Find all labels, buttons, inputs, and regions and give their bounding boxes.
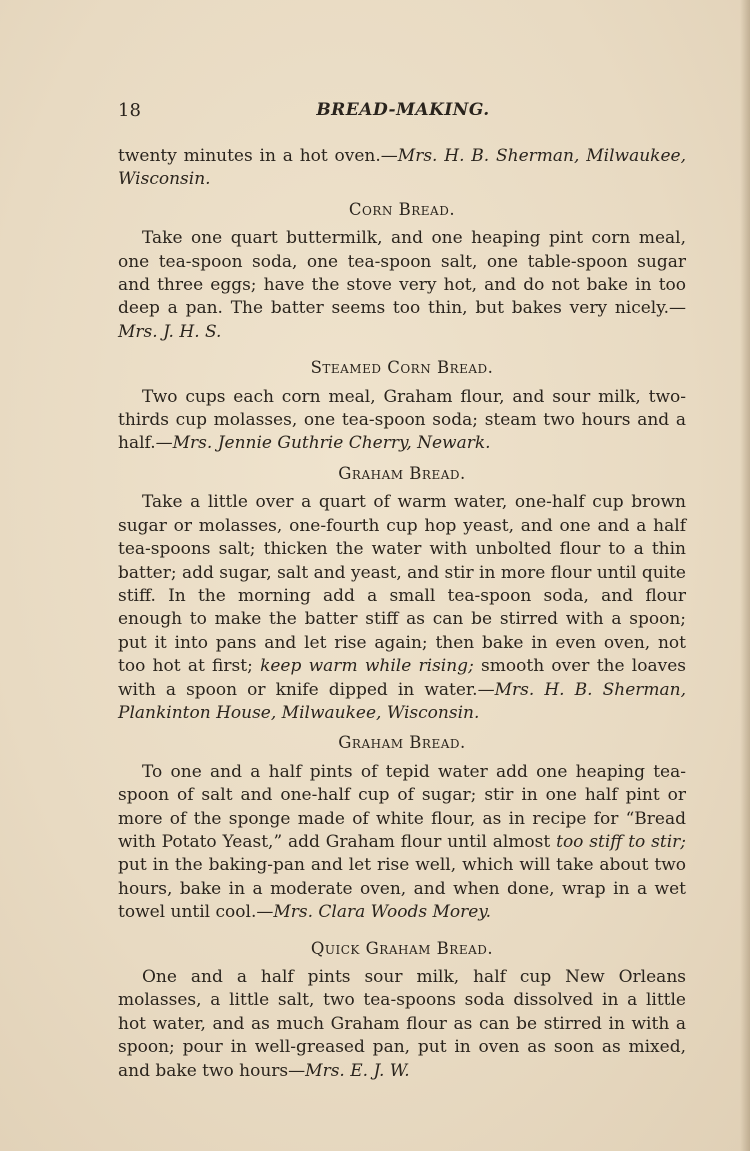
- running-head: BREAD-MAKING.: [316, 100, 490, 120]
- recipe-title: Graham Bread.: [338, 463, 466, 483]
- recipe-paragraph: [118, 966, 686, 1083]
- recipe-paragraph: [118, 386, 686, 456]
- page-header: [118, 100, 688, 128]
- paragraph-text: smooth over the loaves with a spoon or knife dipped in water.: [118, 656, 686, 700]
- paragraph-text: Take a little over a quart of warm water, one-half cup brown sugar or molasses, one-fourth cup hop yeast, and one and a half tea-spoons salt; thicken the water with unbolted flour to a thin batter; add sugar, salt and yeast, and stir in more flour until quite stiff. In the morning add a small tea-spoon soda, and flour enough to make the batter stiff as can be stirred with a spoon; put it into pans and let rise again; then bake in even oven, not too hot at first;: [118, 492, 686, 677]
- recipe-paragraph: [118, 227, 686, 344]
- attribution: —Mrs. H. B. Sherman, Plankinton House, Milwaukee, Wisconsin.: [118, 679, 687, 723]
- page-body: [118, 145, 686, 1083]
- paragraph-text: To one and a half pints of tepid water add one heaping tea-spoon of salt and one-half cup of sugar; stir in one half pint or more of the sponge made of white flour, as in recipe for “Bread with Potato Yeast,” add Graham flour until almost: [118, 761, 686, 852]
- paragraph-text: twenty minutes in a hot oven.: [118, 146, 381, 166]
- attribution: —Mrs. Clara Woods Morey.: [256, 902, 492, 923]
- attribution: —Mrs. E. J. W.: [288, 1060, 410, 1081]
- emphasis-text: too stiff to stir;: [556, 831, 686, 852]
- paragraph-text: One and a half pints sour milk, half cup New Orleans molasses, a little salt, two tea-spoons soda dissolved in a little hot water, and as much Graham flour as can be stirred in with a spoon; pour in well-greased pan, put in oven as soon as mixed, and bake two hours: [118, 967, 686, 1081]
- recipe-title: Steamed Corn Bread.: [310, 358, 494, 378]
- page-edge-shadow: [740, 0, 750, 1151]
- recipe-paragraph: [118, 761, 686, 925]
- recipe-title: Quick Graham Bread.: [310, 938, 494, 958]
- paragraph-text: put in the baking-pan and let rise well, which will take about two hours, bake in a moderate oven, and when done, wrap in a wet towel until cool.: [118, 855, 686, 923]
- attribution: —Mrs. J. H. S.: [118, 298, 686, 342]
- emphasis-text: keep warm while rising;: [260, 656, 474, 677]
- page-number: 18: [118, 100, 141, 121]
- attribution: —Mrs. Jennie Guthrie Cherry, Newark.: [155, 433, 491, 454]
- recipe-title: Corn Bread.: [348, 199, 456, 219]
- attribution: —Mrs. H. B. Sherman, Milwaukee, Wisconsin.: [118, 146, 686, 190]
- paragraph-text: Take one quart buttermilk, and one heaping pint corn meal, one tea-spoon soda, one tea-spoon salt, one table-spoon sugar and three eggs; have the stove very hot, and do not bake in too deep a pan. The batter seems too thin, but bakes very nicely.: [118, 228, 686, 319]
- recipe-title: Graham Bread.: [338, 733, 466, 753]
- recipe-paragraph: [118, 491, 686, 725]
- continuation-paragraph: [118, 145, 686, 192]
- paragraph-text: Two cups each corn meal, Graham flour, and sour milk, two-thirds cup molasses, one tea-spoon soda; steam two hours and a half.: [118, 386, 686, 454]
